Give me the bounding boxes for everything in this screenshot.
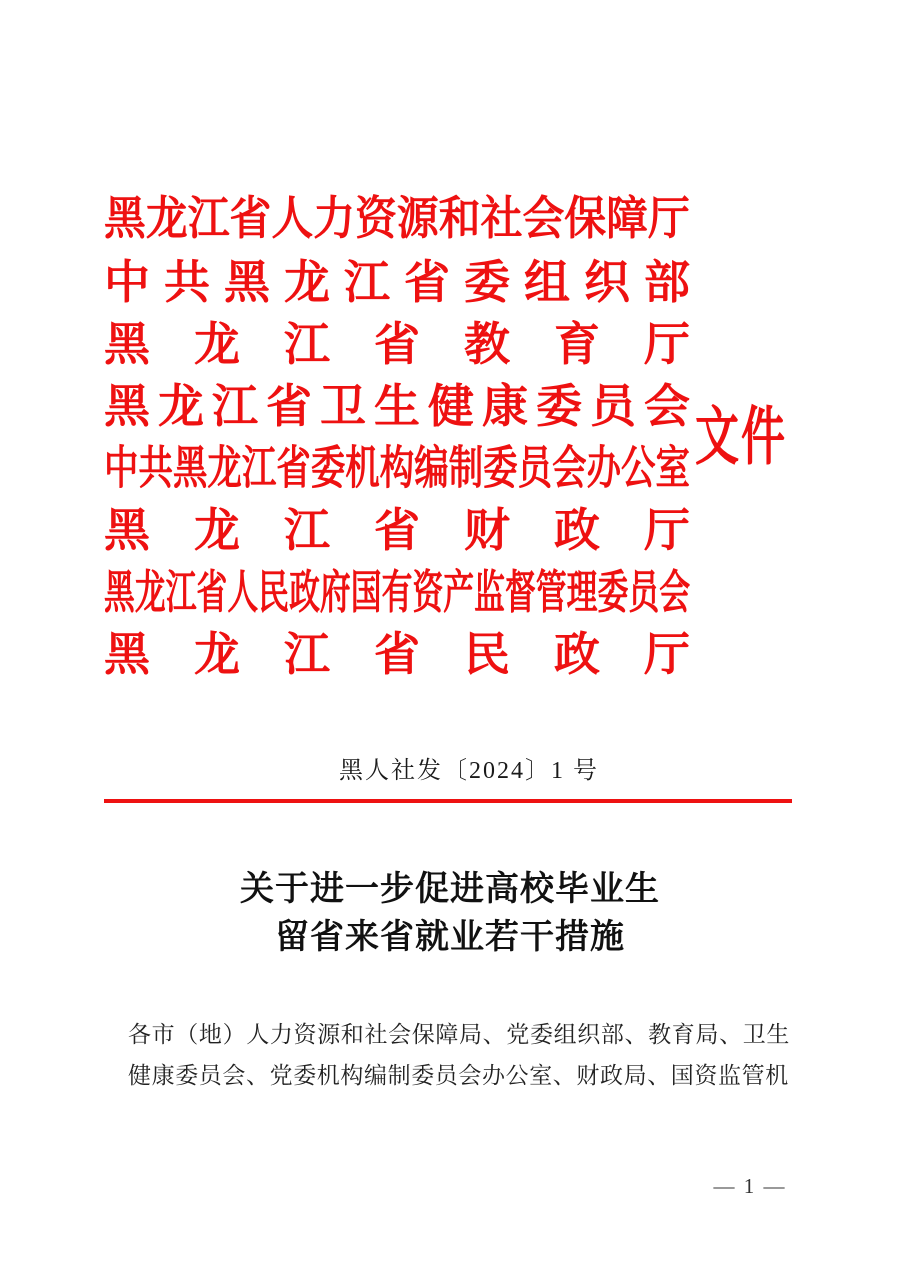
agency-name: 黑 龙 江 省 教 育 厅 — [104, 319, 690, 370]
document-number: 黑人社发〔2024〕1 号 — [339, 758, 599, 784]
letterhead-document-label: 文件 — [695, 401, 787, 473]
agency-name: 中 共 黑 龙 江 省 委 机 构 编 制 委 员 会 办 公 室 — [104, 443, 690, 495]
agency-name: 黑 龙 江 省 民 政 厅 — [104, 629, 690, 680]
agency-name: 黑 龙 江 省 人 力 资 源 和 社 会 保 障 厅 — [104, 194, 690, 246]
document-title-line-2: 留省来省就业若干措施 — [275, 919, 625, 956]
addressee-paragraph: 各市（地）人力资源和社会保障局、党委组织部、教育局、卫生健康委员会、党委机构编制委员会办公室、财政局、国资监管机 — [128, 1022, 790, 1088]
document-title-line-1: 关于进一步促进高校毕业生 — [240, 871, 660, 908]
agency-name: 黑 龙 江 省 人 民 政 府 国 有 资 产 监 督 管 理 委 员 会 — [104, 567, 691, 618]
agency-name: 中 共 黑 龙 江 省 委 组 织 部 — [104, 257, 690, 308]
agency-name: 黑 龙 江 省 卫 生 健 康 委 员 会 — [104, 381, 690, 432]
agency-name: 黑 龙 江 省 财 政 厅 — [104, 505, 690, 556]
red-separator-line — [104, 799, 792, 803]
agency-name-block — [104, 190, 690, 686]
document-title — [0, 866, 900, 962]
page-number: — 1 — — [713, 1174, 787, 1198]
letterhead — [104, 190, 792, 686]
